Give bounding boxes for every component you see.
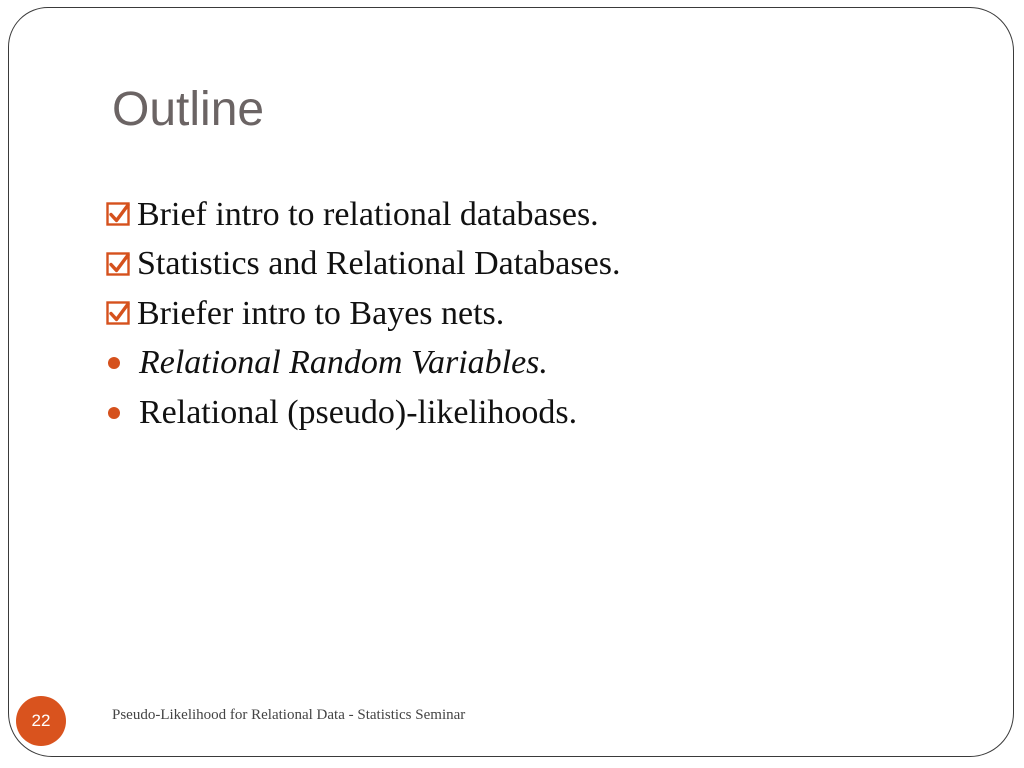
- bullet-text: Briefer intro to Bayes nets.: [137, 294, 505, 332]
- bullet-text: Relational Random Variables.: [139, 344, 548, 382]
- bullet-text: Relational (pseudo)-likelihoods.: [139, 393, 578, 431]
- bullet-list: [104, 190, 620, 438]
- checkbox-checked-icon: [106, 252, 137, 277]
- page-number-badge: 22: [16, 696, 66, 746]
- checkbox-checked-icon: [106, 202, 137, 227]
- checkbox-checked-icon: [106, 301, 137, 326]
- slide-title: Outline: [112, 83, 265, 136]
- bullet-item: [104, 240, 620, 290]
- bullet-item: [104, 289, 620, 339]
- bullet-item: [104, 339, 620, 389]
- bullet-dot-icon: [108, 357, 139, 369]
- bullet-dot-icon: [108, 407, 139, 419]
- footer-text: Pseudo-Likelihood for Relational Data - Statistics Seminar: [112, 707, 466, 723]
- bullet-text: Statistics and Relational Databases.: [137, 245, 621, 283]
- bullet-item: [104, 388, 620, 438]
- bullet-item: [104, 190, 620, 240]
- bullet-text: Brief intro to relational databases.: [137, 195, 599, 233]
